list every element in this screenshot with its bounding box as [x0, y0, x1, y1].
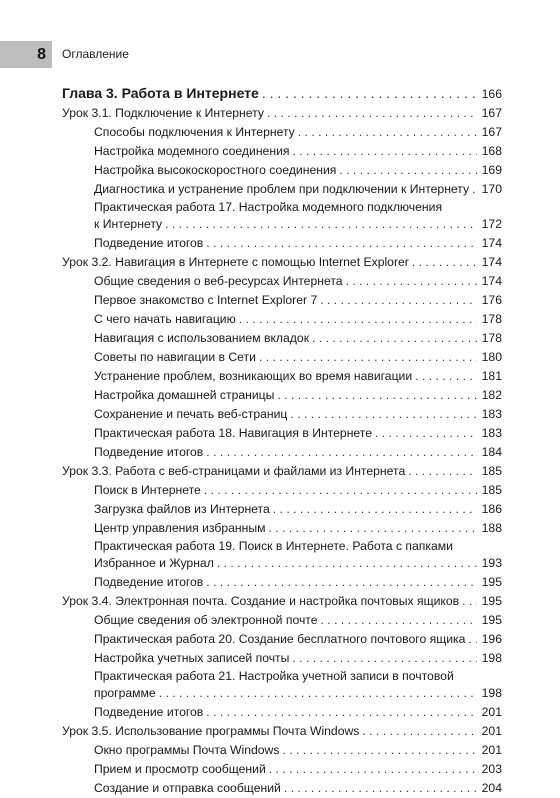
leader-dots — [204, 481, 477, 500]
toc-entry[interactable] — [94, 291, 502, 310]
toc-entry-title: Первое знакомство с Internet Explorer 7 — [94, 293, 318, 307]
toc-entry-page: 185 — [481, 464, 502, 478]
toc-entry-page: 166 — [481, 87, 502, 101]
page-number-tab — [0, 41, 52, 68]
toc-entry-page: 183 — [481, 407, 502, 421]
toc-entry-page: 195 — [481, 575, 502, 589]
toc-entry-title: Подведение итогов — [94, 575, 204, 589]
toc-lesson[interactable] — [62, 253, 502, 272]
toc-entry-page: 168 — [481, 144, 502, 158]
toc-entry[interactable] — [94, 180, 502, 199]
leader-dots — [468, 630, 477, 649]
toc-entry[interactable] — [94, 779, 502, 798]
toc-entry-page: 196 — [481, 632, 502, 646]
toc-entry-page: 186 — [481, 502, 502, 516]
toc-entry-page: 178 — [481, 312, 502, 326]
toc-entry-page: 204 — [481, 781, 502, 795]
leader-dots — [312, 329, 477, 348]
running-title: Оглавление — [62, 47, 129, 61]
leader-dots — [298, 123, 477, 142]
toc-entry-title: Практическая работа 20. Создание бесплатного почтового ящика — [94, 632, 466, 646]
leader-dots — [290, 405, 477, 424]
toc-entry-title: С чего начать навигацию — [94, 312, 236, 326]
toc-entry[interactable] — [94, 443, 502, 462]
toc-entry[interactable] — [94, 215, 502, 234]
leader-dots — [292, 649, 477, 668]
toc-entry-title: к Интернету — [94, 217, 163, 231]
toc-entry-title: программе — [94, 686, 156, 700]
toc-entry-page: 203 — [481, 762, 502, 776]
toc-entry-page: 169 — [481, 163, 502, 177]
toc-entry-page: 183 — [481, 426, 502, 440]
toc-entry[interactable] — [94, 649, 502, 668]
toc-lesson[interactable] — [62, 722, 502, 741]
toc-entry[interactable] — [94, 272, 502, 291]
leader-dots — [259, 348, 477, 367]
toc-entry-page: 195 — [481, 613, 502, 627]
toc-entry[interactable] — [94, 500, 502, 519]
leader-dots — [462, 592, 477, 611]
leader-dots — [415, 367, 477, 386]
toc-entry-title: Практическая работа 21. Настройка учетной записи в почтовой — [94, 669, 454, 683]
toc-entry-page: 193 — [481, 556, 502, 570]
toc-entry-title: Практическая работа 18. Навигация в Интернете — [94, 426, 373, 440]
toc-entry-title: Навигация с использованием вкладок — [94, 331, 310, 345]
leader-dots — [284, 779, 477, 798]
table-of-contents — [62, 82, 502, 798]
toc-entry[interactable] — [94, 386, 502, 405]
toc-entry-page: 182 — [481, 388, 502, 402]
toc-entry-title: Настройка учетных записей почты — [94, 651, 290, 665]
toc-entry-title: Устранение проблем, возникающих во время навигации — [94, 369, 413, 383]
toc-entry-title-line — [94, 538, 502, 554]
leader-dots — [273, 500, 477, 519]
toc-entry[interactable] — [94, 123, 502, 142]
leader-dots — [472, 180, 477, 199]
toc-entry[interactable] — [94, 310, 502, 329]
leader-dots — [206, 234, 477, 253]
toc-entry[interactable] — [94, 161, 502, 180]
toc-entry[interactable] — [94, 611, 502, 630]
toc-entry-title: Настройка высокоскоростного соединения — [94, 163, 337, 177]
leader-dots — [239, 310, 477, 329]
toc-entry-title-line — [94, 668, 502, 684]
toc-entry-title: Общие сведения об электронной почте — [94, 613, 318, 627]
toc-entry[interactable] — [94, 630, 502, 649]
leader-dots — [217, 554, 477, 573]
leader-dots — [346, 272, 477, 291]
toc-entry-title: Окно программы Почта Windows — [94, 743, 280, 757]
toc-entry-title: Урок 3.2. Навигация в Интернете с помощью Internet Explorer — [62, 255, 409, 269]
toc-entry-title: Центр управления избранным — [94, 521, 266, 535]
toc-entry[interactable] — [94, 684, 502, 703]
toc-entry[interactable] — [94, 554, 502, 573]
leader-dots — [282, 741, 477, 760]
leader-dots — [159, 684, 477, 703]
toc-entry-page: 198 — [481, 651, 502, 665]
toc-entry-title: Подведение итогов — [94, 705, 204, 719]
toc-entry-page: 201 — [481, 724, 502, 738]
toc-entry[interactable] — [94, 329, 502, 348]
toc-entry-page: 176 — [481, 293, 502, 307]
leader-dots — [206, 573, 477, 592]
toc-entry[interactable] — [94, 348, 502, 367]
toc-entry[interactable] — [94, 405, 502, 424]
toc-entry[interactable] — [94, 519, 502, 538]
toc-entry[interactable] — [94, 234, 502, 253]
toc-entry-title: Урок 3.1. Подключение к Интернету — [62, 106, 264, 120]
leader-dots — [408, 462, 477, 481]
toc-entry-page: 184 — [481, 445, 502, 459]
toc-entry-page: 185 — [481, 483, 502, 497]
toc-entry-title: Прием и просмотр сообщений — [94, 762, 266, 776]
toc-entry-title: Диагностика и устранение проблем при подключении к Интернету — [94, 182, 470, 196]
toc-entry-page: 180 — [481, 350, 502, 364]
toc-entry-page: 174 — [481, 255, 502, 269]
toc-entry-page: 195 — [481, 594, 502, 608]
toc-entry-title: Практическая работа 17. Настройка модемного подключения — [94, 200, 443, 214]
leader-dots — [339, 161, 477, 180]
toc-entry-title: Подведение итогов — [94, 236, 204, 250]
toc-entry-title: Сохранение и печать веб-страниц — [94, 407, 288, 421]
toc-entry-title: Избранное и Журнал — [94, 556, 214, 570]
toc-entry-title: Глава 3. Работа в Интернете — [62, 85, 259, 101]
leader-dots — [267, 104, 477, 123]
leader-dots — [262, 82, 477, 104]
toc-entry-page: 178 — [481, 331, 502, 345]
toc-entry-title: Урок 3.4. Электронная почта. Создание и настройка почтовых ящиков — [62, 594, 460, 608]
toc-entry-title: Подведение итогов — [94, 445, 204, 459]
toc-entry-title: Способы подключения к Интернету — [94, 125, 295, 139]
toc-entry-title: Советы по навигации в Сети — [94, 350, 256, 364]
leader-dots — [206, 443, 477, 462]
toc-entry-title: Урок 3.5. Использование программы Почта Windows — [62, 724, 360, 738]
leader-dots — [292, 142, 477, 161]
toc-entry[interactable] — [94, 142, 502, 161]
toc-entry[interactable] — [94, 741, 502, 760]
toc-chapter[interactable] — [62, 82, 502, 104]
toc-entry[interactable] — [94, 703, 502, 722]
toc-entry-title: Настройка модемного соединения — [94, 144, 290, 158]
toc-entry-page: 174 — [481, 274, 502, 288]
toc-entry-title: Общие сведения о веб-ресурсах Интернета — [94, 274, 343, 288]
toc-entry[interactable] — [94, 367, 502, 386]
toc-entry-page: 201 — [481, 705, 502, 719]
toc-entry-title: Настройка домашней страницы — [94, 388, 275, 402]
leader-dots — [277, 386, 477, 405]
toc-entry-page: 201 — [481, 743, 502, 757]
toc-entry-title-line — [94, 199, 502, 215]
leader-dots — [269, 760, 477, 779]
toc-entry[interactable] — [94, 760, 502, 779]
leader-dots — [206, 703, 477, 722]
leader-dots — [321, 611, 477, 630]
toc-entry[interactable] — [94, 481, 502, 500]
toc-entry-page: 174 — [481, 236, 502, 250]
page-number: 8 — [37, 45, 46, 63]
toc-lesson[interactable] — [62, 104, 502, 123]
leader-dots — [362, 722, 477, 741]
leader-dots — [269, 519, 477, 538]
toc-entry-page: 198 — [481, 686, 502, 700]
toc-entry[interactable] — [94, 424, 502, 443]
toc-lesson[interactable] — [62, 462, 502, 481]
toc-entry-title: Урок 3.3. Работа с веб-страницами и файлами из Интернета — [62, 464, 406, 478]
toc-entry-page: 181 — [481, 369, 502, 383]
toc-entry-title: Загрузка файлов из Интернета — [94, 502, 270, 516]
leader-dots — [320, 291, 477, 310]
toc-entry-title: Практическая работа 19. Поиск в Интернете. Работа с папками — [94, 539, 453, 553]
leader-dots — [165, 215, 477, 234]
toc-entry-page: 167 — [481, 106, 502, 120]
toc-entry-title: Поиск в Интернете — [94, 483, 201, 497]
toc-entry-page: 188 — [481, 521, 502, 535]
toc-entry[interactable] — [94, 573, 502, 592]
toc-lesson[interactable] — [62, 592, 502, 611]
toc-entry-page: 170 — [481, 182, 502, 196]
toc-entry-page: 172 — [481, 217, 502, 231]
leader-dots — [375, 424, 477, 443]
leader-dots — [412, 253, 477, 272]
toc-entry-title: Создание и отправка сообщений — [94, 781, 281, 795]
toc-entry-page: 167 — [481, 125, 502, 139]
